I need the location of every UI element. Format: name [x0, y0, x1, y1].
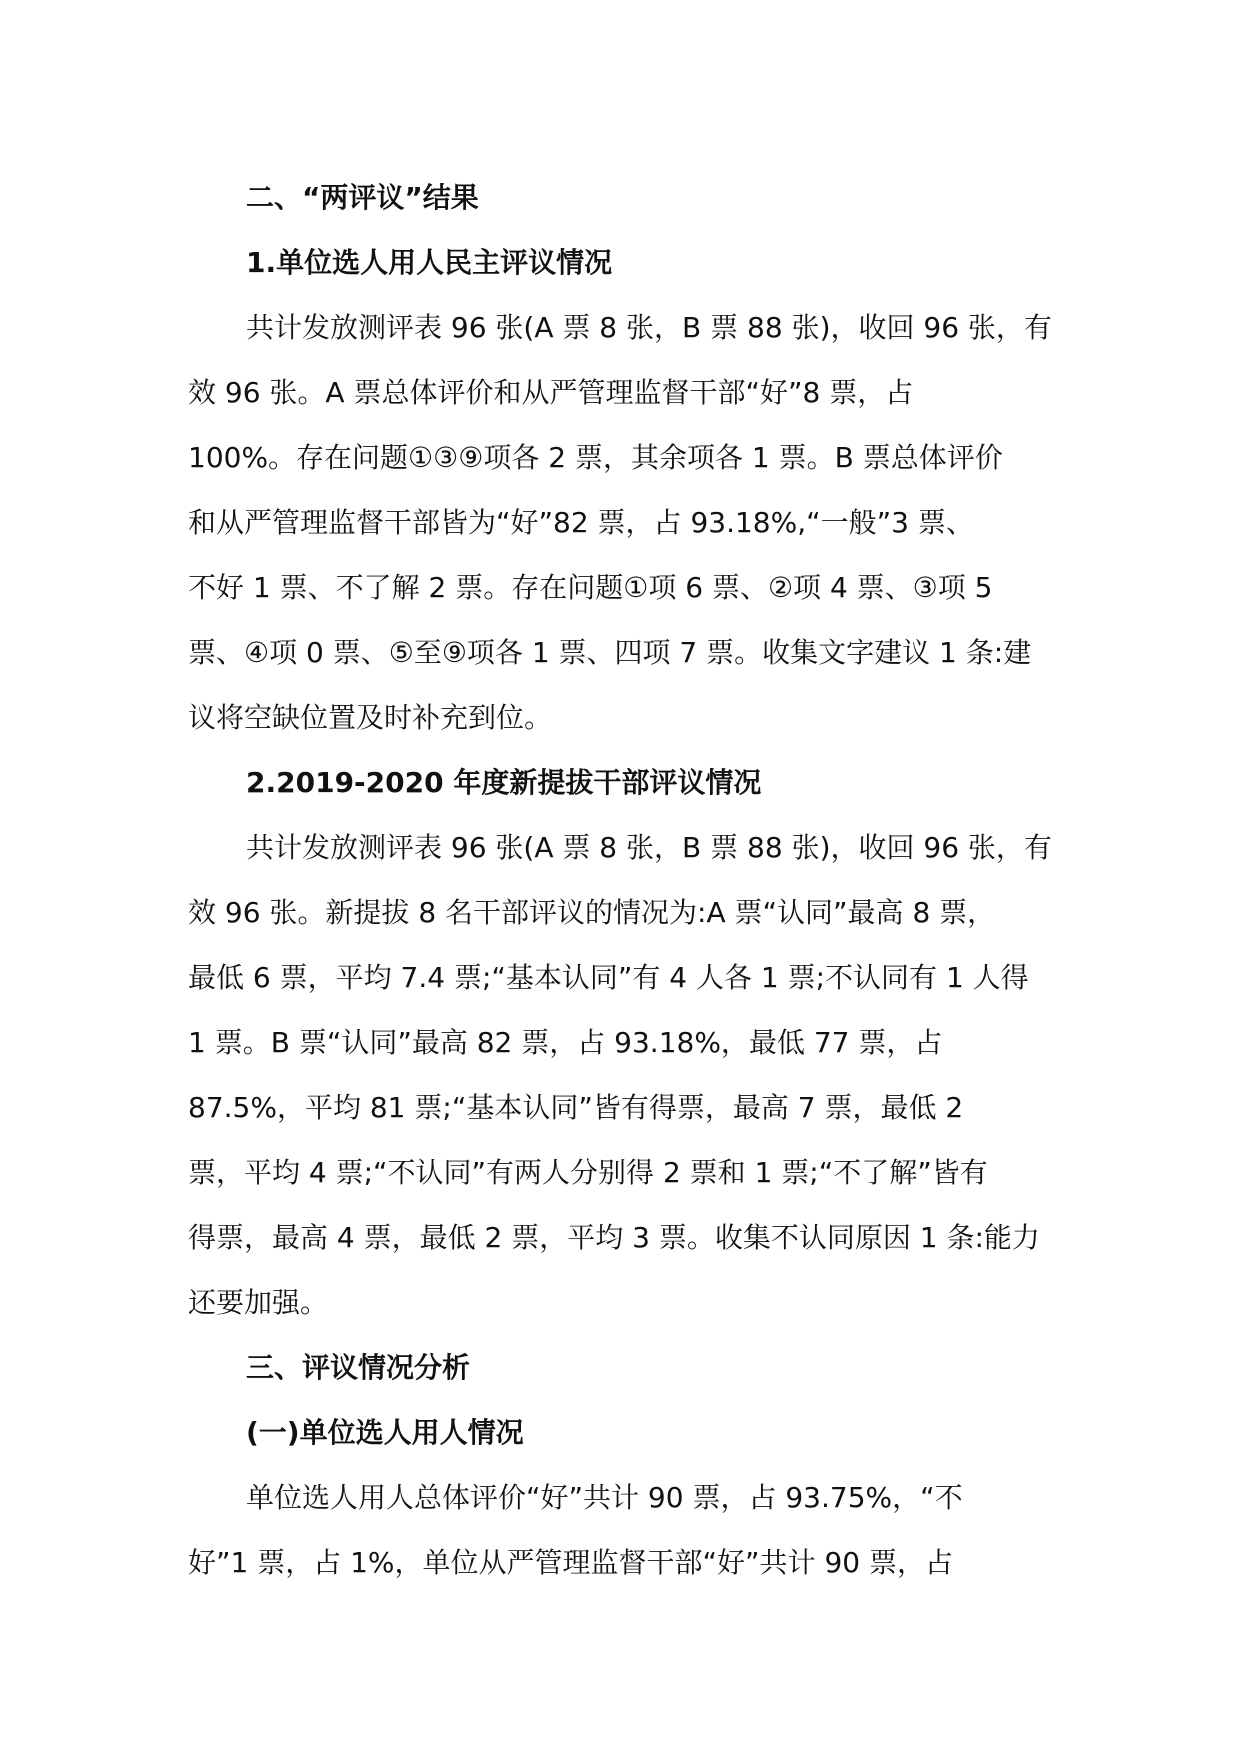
paragraph-line: 87.5%，平均 81 票;“基本认同”皆有得票，最高 7 票，最低 2: [188, 1091, 964, 1124]
paragraph-line: 不好 1 票、不了解 2 票。存在问题①项 6 票、②项 4 票、③项 5: [188, 571, 993, 604]
paragraph-line: 最低 6 票，平均 7.4 票;“基本认同”有 4 人各 1 票;不认同有 1 人得: [188, 961, 1029, 994]
paragraph-line: 好”1 票，占 1%，单位从严管理监督干部“好”共计 90 票，占: [188, 1546, 953, 1579]
subheading-unit-overview: (一)单位选人用人情况: [246, 1416, 524, 1449]
paragraph-line: 议将空缺位置及时补充到位。: [188, 701, 553, 734]
paragraph-line: 共计发放测评表 96 张(A 票 8 张，B 票 88 张)，收回 96 张，有: [246, 311, 1052, 344]
paragraph-line: 1 票。B 票“认同”最高 82 票，占 93.18%，最低 77 票，占: [188, 1026, 943, 1059]
subheading-unit-selection: 1.单位选人用人民主评议情况: [246, 246, 613, 279]
paragraph-line: 100%。存在问题①③⑨项各 2 票，其余项各 1 票。B 票总体评价: [188, 441, 1003, 474]
paragraph-line: 票，平均 4 票;“不认同”有两人分别得 2 票和 1 票;“不了解”皆有: [188, 1156, 988, 1189]
paragraph-line: 得票，最高 4 票，最低 2 票，平均 3 票。收集不认同原因 1 条:能力: [188, 1221, 1040, 1254]
paragraph-line: 单位选人用人总体评价“好”共计 90 票，占 93.75%，“不: [246, 1481, 963, 1514]
subheading-new-cadres: 2.2019-2020 年度新提拔干部评议情况: [246, 766, 762, 799]
paragraph-line: 共计发放测评表 96 张(A 票 8 张，B 票 88 张)，收回 96 张，有: [246, 831, 1052, 864]
document-page: [188, 165, 1058, 1595]
section-heading-analysis: 三、评议情况分析: [246, 1351, 471, 1384]
paragraph-line: 还要加强。: [188, 1286, 329, 1319]
paragraph-line: 效 96 张。A 票总体评价和从严管理监督干部“好”8 票，占: [188, 376, 914, 409]
paragraph-line: 效 96 张。新提拔 8 名干部评议的情况为:A 票“认同”最高 8 票，: [188, 896, 996, 929]
paragraph-line: 票、④项 0 票、⑤至⑨项各 1 票、四项 7 票。收集文字建议 1 条:建: [188, 636, 1032, 669]
section-heading-results: 二、“两评议”结果: [246, 181, 479, 214]
paragraph-line: 和从严管理监督干部皆为“好”82 票，占 93.18%,“一般”3 票、: [188, 506, 974, 539]
